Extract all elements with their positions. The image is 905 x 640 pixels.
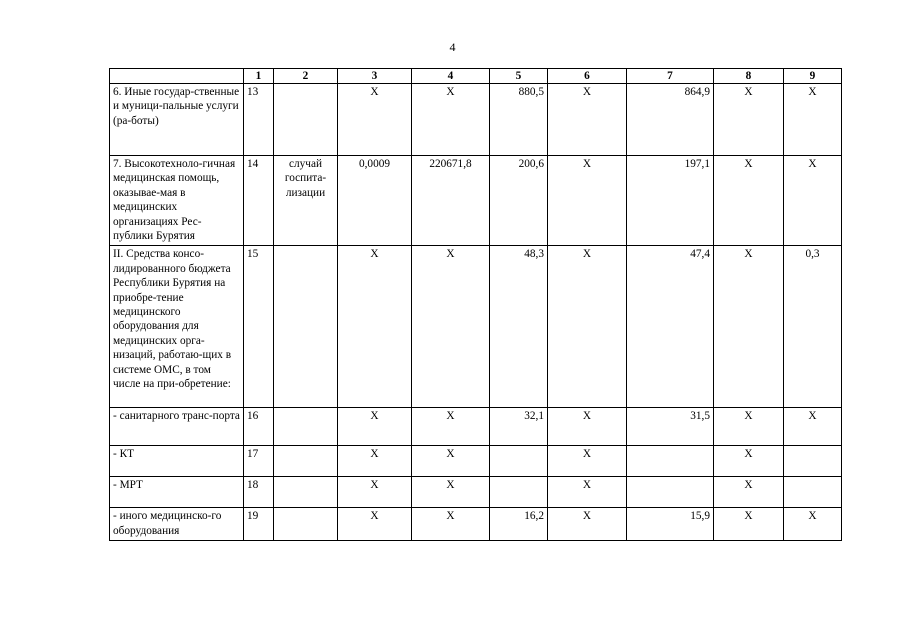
table-cell-c8: Х xyxy=(714,508,784,541)
table-cell-c9 xyxy=(784,477,842,508)
table-cell-c7 xyxy=(627,477,714,508)
table-cell-c4: Х xyxy=(412,84,490,156)
table-row xyxy=(110,246,842,408)
table-row xyxy=(110,477,842,508)
page-number: 4 xyxy=(449,40,456,54)
header-cell: 7 xyxy=(627,69,714,84)
table-cell-unit xyxy=(274,477,338,508)
table-cell-c9: 0,3 xyxy=(784,246,842,408)
table-cell-c3: Х xyxy=(338,446,412,477)
table-cell-c3: Х xyxy=(338,508,412,541)
table-cell-c9 xyxy=(784,446,842,477)
table-cell-c9: Х xyxy=(784,408,842,446)
table-cell-c5: 48,3 xyxy=(490,246,548,408)
table-cell-name: - санитарного транс-порта xyxy=(110,408,244,446)
table-cell-c5: 16,2 xyxy=(490,508,548,541)
table-cell-c9: Х xyxy=(784,84,842,156)
table-cell-c8: Х xyxy=(714,156,784,246)
table-cell-c8: Х xyxy=(714,84,784,156)
table-cell-c8: Х xyxy=(714,408,784,446)
table-cell-c5: 880,5 xyxy=(490,84,548,156)
table-cell-unit xyxy=(274,446,338,477)
table-cell-c3: Х xyxy=(338,246,412,408)
table-cell-c5: 32,1 xyxy=(490,408,548,446)
table-cell-c6: Х xyxy=(548,446,627,477)
table-row xyxy=(110,446,842,477)
data-table xyxy=(109,68,842,541)
table-cell-num: 14 xyxy=(244,156,274,246)
table-cell-c4: Х xyxy=(412,408,490,446)
table-cell-c8: Х xyxy=(714,477,784,508)
table-cell-c9: Х xyxy=(784,508,842,541)
table-cell-c4: Х xyxy=(412,446,490,477)
header-row xyxy=(110,69,842,84)
table-row xyxy=(110,156,842,246)
table-cell-c7: 47,4 xyxy=(627,246,714,408)
table-cell-c6: Х xyxy=(548,408,627,446)
table-cell-c6: Х xyxy=(548,246,627,408)
table-cell-c5: 200,6 xyxy=(490,156,548,246)
table-cell-c3: Х xyxy=(338,477,412,508)
table-cell-num: 19 xyxy=(244,508,274,541)
header-cell-blank xyxy=(110,69,244,84)
header-cell: 4 xyxy=(412,69,490,84)
table-cell-c8: Х xyxy=(714,446,784,477)
table-cell-c7: 15,9 xyxy=(627,508,714,541)
table-cell-num: 18 xyxy=(244,477,274,508)
table-cell-name: - КТ xyxy=(110,446,244,477)
table-cell-unit xyxy=(274,84,338,156)
table-cell-unit: случай госпита-лизации xyxy=(274,156,338,246)
table-cell-c7 xyxy=(627,446,714,477)
table-cell-c6: Х xyxy=(548,477,627,508)
header-cell: 6 xyxy=(548,69,627,84)
table-row xyxy=(110,408,842,446)
header-cell: 5 xyxy=(490,69,548,84)
table-cell-unit xyxy=(274,508,338,541)
table-cell-c8: Х xyxy=(714,246,784,408)
table-cell-num: 13 xyxy=(244,84,274,156)
table-cell-c4: 220671,8 xyxy=(412,156,490,246)
header-cell: 3 xyxy=(338,69,412,84)
header-cell: 8 xyxy=(714,69,784,84)
table-cell-c6: Х xyxy=(548,508,627,541)
table-cell-c3: Х xyxy=(338,84,412,156)
table-cell-c3: Х xyxy=(338,408,412,446)
table-cell-c4: Х xyxy=(412,246,490,408)
table-cell-c9: Х xyxy=(784,156,842,246)
table-cell-c5 xyxy=(490,477,548,508)
table-cell-num: 16 xyxy=(244,408,274,446)
table-row xyxy=(110,508,842,541)
header-cell: 1 xyxy=(244,69,274,84)
table-cell-c3: 0,0009 xyxy=(338,156,412,246)
table-cell-num: 17 xyxy=(244,446,274,477)
header-cell: 2 xyxy=(274,69,338,84)
table-cell-c4: Х xyxy=(412,508,490,541)
table-cell-c7: 31,5 xyxy=(627,408,714,446)
table-cell-unit xyxy=(274,408,338,446)
table-cell-name: 6. Иные государ-ственные и муници-пальные услуги (ра-боты) xyxy=(110,84,244,156)
table-cell-unit xyxy=(274,246,338,408)
table-cell-name: 7. Высокотехноло-гичная медицинская помощь, оказывае-мая в медицинских организациях Рес-публики Бурятия xyxy=(110,156,244,246)
table-cell-c4: Х xyxy=(412,477,490,508)
table-cell-c5 xyxy=(490,446,548,477)
table-cell-name: - иного медицинско-го оборудования xyxy=(110,508,244,541)
table-row xyxy=(110,84,842,156)
table-cell-c6: Х xyxy=(548,156,627,246)
table-cell-name: - МРТ xyxy=(110,477,244,508)
table-cell-name: II. Средства консо-лидированного бюджета Республики Бурятия на приобре-тение медицинского оборудования для медицинских орга-низаций, работаю-щих в системе ОМС, в том числе на при-обретение: xyxy=(110,246,244,408)
table-cell-num: 15 xyxy=(244,246,274,408)
header-cell: 9 xyxy=(784,69,842,84)
table-cell-c7: 864,9 xyxy=(627,84,714,156)
table-cell-c6: Х xyxy=(548,84,627,156)
table-cell-c7: 197,1 xyxy=(627,156,714,246)
